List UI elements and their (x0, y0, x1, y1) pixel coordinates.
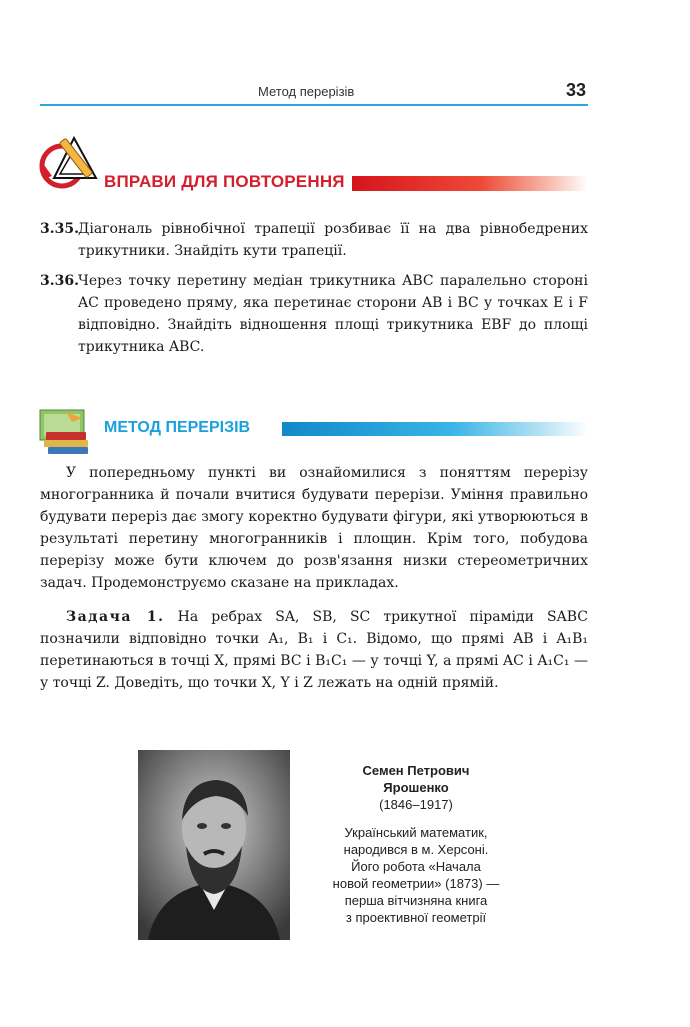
exercise-text: Діагональ рівнобічної трапеції розбиває її на два рівнобедрених трикутники. Знайдіть кути трапеції. (78, 221, 588, 259)
bio-years: (1846–1917) (379, 797, 453, 812)
bio-desc-line: перша вітчизняна книга (344, 893, 488, 908)
biography-caption (300, 762, 532, 926)
bio-desc-line: народився в м. Херсоні. (343, 842, 489, 857)
exercise-number: 3.36. (40, 273, 79, 289)
books-icon (38, 408, 98, 456)
task-paragraph (40, 606, 588, 694)
intro-paragraph: У попередньому пункті ви ознайомилися з поняттям перерізу многогранника й почали вчитися будувати перерізи. Уміння правильно будувати переріз дає змогу коректно будувати фігури, які утворюються в результаті перетину многогранників і площин. Крім того, побудова перерізу може бути ключем до розв'язання низки стереометричних задач. Продемонструємо сказане на прикладах. (40, 465, 588, 591)
header-rule (40, 104, 588, 106)
exercise-3-35 (40, 218, 588, 262)
bio-name-line1: Семен Петрович (362, 763, 470, 778)
method-title-bar (282, 422, 588, 436)
exercise-text: Через точку перетину медіан трикутника ABC паралельно стороні AC проведено пряму, яка перетинає сторони AB і BC у точках E і F відповідно. Знайдіть відношення площі трикутника EBF до площі трикутника ABC. (78, 273, 588, 355)
exercise-number: 3.35. (40, 221, 79, 237)
method-section-title: МЕТОД ПЕРЕРІЗІВ (104, 419, 251, 436)
bio-desc-line: з проективної геометрії (345, 910, 487, 925)
portrait-image (138, 750, 290, 940)
bio-name-line2: Ярошенко (383, 780, 449, 795)
review-section-title: ВПРАВИ ДЛЯ ПОВТОРЕННЯ (104, 172, 345, 191)
bio-desc-line: новой геометрии» (1873) — (332, 876, 500, 891)
running-header-title: Метод перерізів (258, 84, 355, 99)
bio-desc-line: Його робота «Начала (351, 859, 481, 874)
review-title-bar (352, 176, 588, 191)
task-text: На ребрах SA, SB, SC трикутної піраміди SABC позначили відповідно точки A₁, B₁ і C₁. Відомо, що прямі AB і A₁B₁ перетинаються в точці X, прямі BC і B₁C₁ — у точці Y, а прямі AC і A₁C₁ — у точці Z. Доведіть, що точки X, Y і Z лежать на одній прямій. (40, 609, 588, 691)
page-number: 33 (566, 80, 587, 100)
task-label: Задача 1. (66, 609, 165, 625)
review-exercises-icon (38, 132, 104, 198)
exercise-3-36 (40, 270, 588, 358)
bio-desc-line: Український математик, (344, 825, 488, 840)
